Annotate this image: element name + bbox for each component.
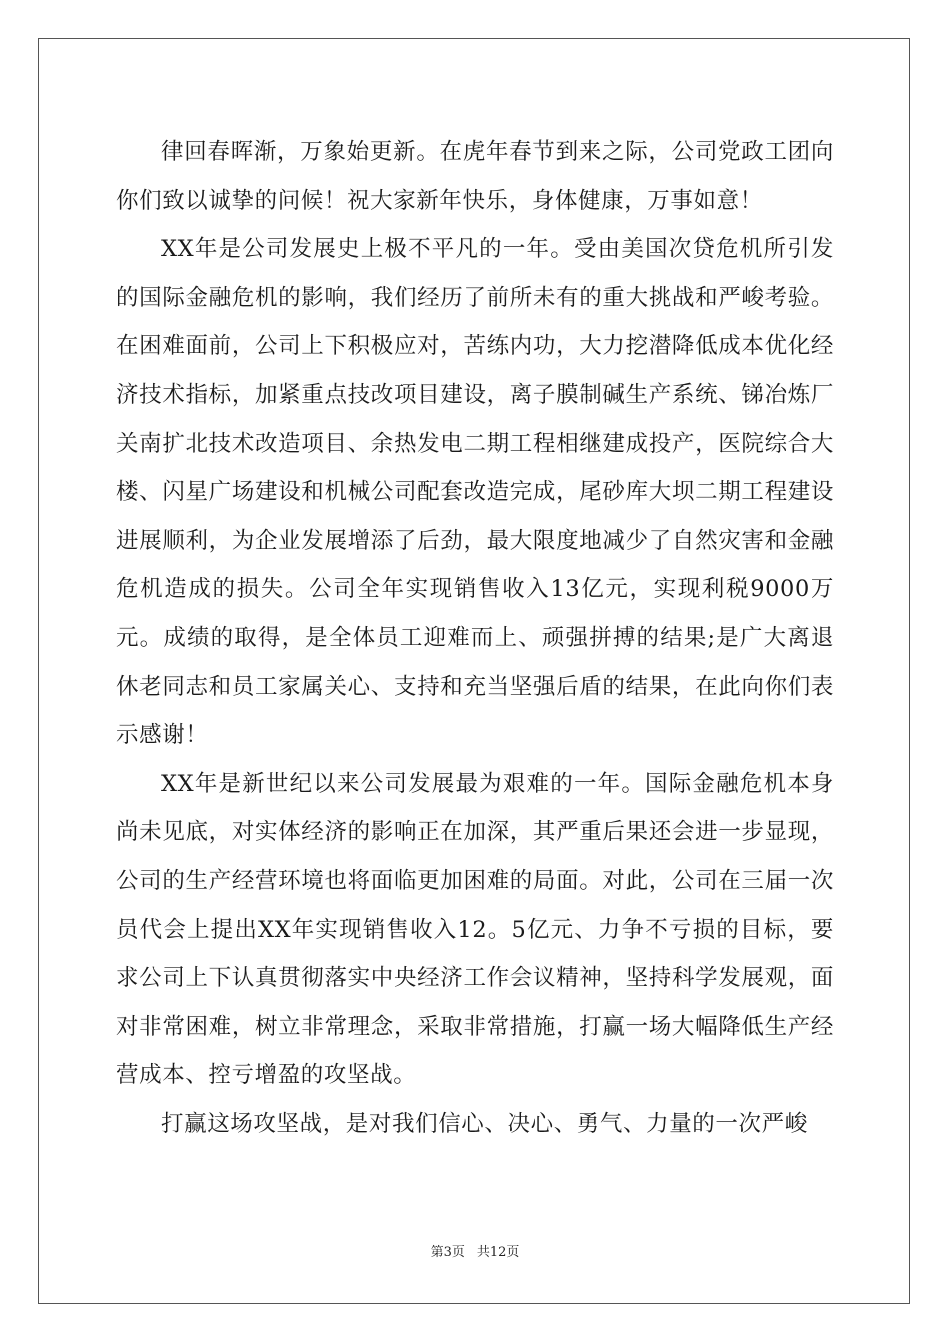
page-footer [0, 1244, 950, 1262]
paragraph-outlook: XX年是新世纪以来公司发展最为艰难的一年。国际金融危机本身尚未见底，对实体经济的影响正在加深，其严重后果还会进一步显现，公司的生产经营环境也将面临更加困难的局面。对此，公司在三届一次员代会上提出XX年实现销售收入12。5亿元、力争不亏损的目标，要求公司上下认真贯彻落实中央经济工作会议精神，坚持科学发展观，面对非常困难，树立非常理念，采取非常措施，打赢一场大幅降低生产经营成本、控亏增盈的攻坚战。 [116, 770, 834, 1089]
paragraph-review: XX年是公司发展史上极不平凡的一年。受由美国次贷危机所引发的国际金融危机的影响，我们经历了前所未有的重大挑战和严峻考验。在困难面前，公司上下积极应对，苦练内功，大力挖潜降低成本优化经济技术指标，加紧重点技改项目建设，离子膜制碱生产系统、锑冶炼厂关南扩北技术改造项目、余热发电二期工程相继建成投产，医院综合大楼、闪星广场建设和机械公司配套改造完成，尾砂库大坝二期工程建设进展顺利，为企业发展增添了后劲，最大限度地减少了自然灾害和金融危机造成的损失。公司全年实现销售收入13亿元，实现利税9000万元。成绩的取得，是全体员工迎难而上、顽强拼搏的结果;是广大离退休老同志和员工家属关心、支持和充当坚强后盾的结果，在此向你们表示感谢！ [116, 236, 834, 749]
document-body [116, 128, 834, 1148]
paragraph-greeting: 律回春晖渐，万象始更新。在虎年春节到来之际，公司党政工团向你们致以诚挚的问候！祝大家新年快乐，身体健康，万事如意！ [116, 139, 834, 214]
page-total: 共12页 [476, 1245, 520, 1260]
paragraph-challenge: 打赢这场攻坚战，是对我们信心、决心、勇气、力量的一次严峻 [161, 1110, 808, 1137]
page-number: 第3页 [430, 1245, 465, 1260]
